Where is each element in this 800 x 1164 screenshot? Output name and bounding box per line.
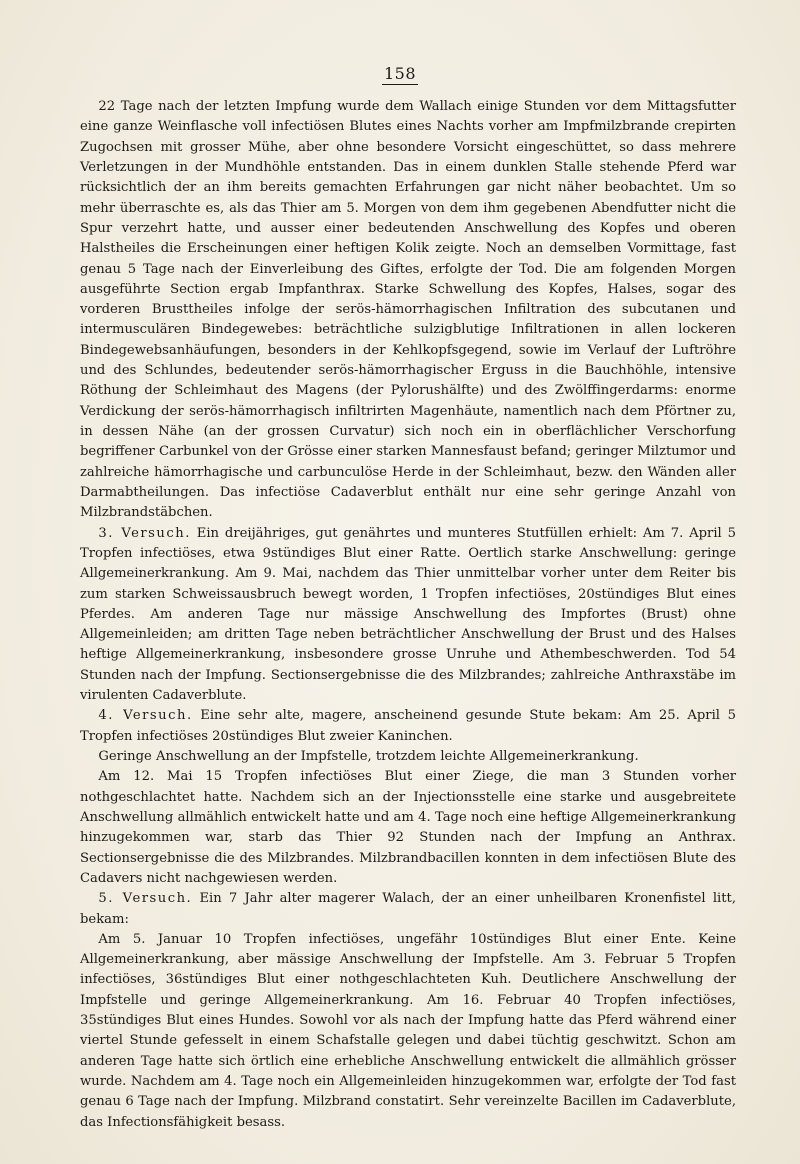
paragraph — [80, 97, 736, 524]
paragraph — [80, 706, 736, 747]
paragraph — [80, 747, 736, 767]
paragraph-text: Ein 7 Jahr alter magerer Walach, der an einer unheilbaren Kronenfistel litt, bekam: — [80, 891, 736, 927]
paragraph-text: Am 12. Mai 15 Tropfen infectiöses Blut einer Ziege, die man 3 Stunden vorher nothgeschlachtet hatte. Nachdem sich an der Injectionsstelle eine starke und ausgebreitete Anschwellung allmählich entwickelt hatte und am 4. Tage noch eine heftige Allgemeinerkrankung hinzugekommen war, starb das Thier 92 Stunden nach der Impfung an Anthrax. Sectionsergebnisse die des Milzbrandes. Milzbrandbacillen konnten in dem infectiösen Blute des Cadavers nicht nachgewiesen werden. — [80, 769, 736, 886]
paragraph-lead: 5. Versuch. — [98, 891, 193, 907]
paragraph-text: Eine sehr alte, magere, anscheinend gesunde Stute bekam: Am 25. April 5 Tropfen infectiöses 20stündiges Blut zweier Kaninchen. — [80, 708, 736, 744]
paragraph — [80, 889, 736, 930]
page-number — [0, 64, 800, 83]
paragraph — [80, 930, 736, 1133]
paragraph-text: Ein dreijähriges, gut genährtes und munteres Stutfüllen erhielt: Am 7. April 5 Tropfen infectiöses, etwa 9stündiges Blut einer Ratte. Oertlich starke Anschwellung: geringe Allgemeinerkrankung. Am 9. Mai, nachdem das Thier unmittelbar vorher unter dem Reiter bis zum starken Schweissausbruch bewegt worden, 1 Tropfen infectiöses, 20stündiges Blut eines Pferdes. Am anderen Tage nur mässige Anschwellung des Impfortes (Brust) ohne Allgemeinleiden; am dritten Tage neben beträchtlicher Anschwellung der Brust und des Halses heftige Allgemeinerkrankung, insbesondere grosse Unruhe und Athembeschwerden. Tod 54 Stunden nach der Impfung. Sectionsergebnisse die des Milzbrandes; zahlreiche Anthraxstäbe im virulenten Cadaverblute. — [80, 525, 736, 704]
paragraph-text: Am 5. Januar 10 Tropfen infectiöses, ungefähr 10stündiges Blut einer Ente. Keine Allgemeinerkrankung, aber mässige Anschwellung der Impfstelle. Am 3. Februar 5 Tropfen infectiöses, 36stündiges Blut einer nothgeschlachteten Kuh. Deutlichere Anschwellung der Impfstelle und geringe Allgemeinerkrankung. Am 16. Februar 40 Tropfen infectiöses, 35stündiges Blut eines Hundes. Sowohl vor als nach der Impfung hatte das Pferd während einer viertel Stunde gefesselt in einem Schafstalle gelegen und dabei tüchtig geschwitzt. Schon am anderen Tage hatte sich örtlich eine erhebliche Anschwellung entwickelt die allmählich grösser wurde. Nachdem am 4. Tage noch ein Allgemeinleiden hinzugekommen war, erfolgte der Tod fast genau 6 Tage nach der Impfung. Milzbrand constatirt. Sehr vereinzelte Bacillen im Cadaverblute, das Infectionsfähigkeit besass. — [80, 931, 736, 1130]
paragraph-text: Geringe Anschwellung an der Impfstelle, trotzdem leichte Allgemeinerkrankung. — [98, 749, 639, 764]
body-text — [80, 97, 736, 1133]
paragraph-text: 22 Tage nach der letzten Impfung wurde dem Wallach einige Stunden vor dem Mittagsfutter eine ganze Weinflasche voll infectiösen Blutes eines Nachts vorher am Impfmilzbrande crepirten Zugochsen mit grosser Mühe, aber ohne besondere Vorsicht eingeschüttet, so dass mehrere Verletzungen in der Mundhöhle entstanden. Das in einem dunklen Stalle stehende Pferd war rücksichtlich der an ihm bereits gemachten Erfahrungen gar nicht näher beobachtet. Um so mehr überraschte es, als das Thier am 5. Morgen von dem ihm gegebenen Abendfutter nicht die Spur verzehrt hatte, und ausser einer bedeutenden Anschwellung des Kopfes und oberen Halstheiles die Erscheinungen einer heftigen Kolik zeigte. Noch an demselben Vormittage, fast genau 5 Tage nach der Einverleibung des Giftes, erfolgte der Tod. Die am folgenden Morgen ausgeführte Section ergab Impfanthrax. Starke Schwellung des Kopfes, Halses, sogar des vorderen Brusttheiles infolge der serös-hämorrhagischen Infiltration des subcutanen und intermusculären Bindegewebes: beträchtliche sulzigblutige Infiltrationen in allen lockeren Bindegewebsanhäufungen, besonders in der Kehlkopfsgegend, sowie im Verlauf der Luftröhre und des Schlundes, bedeutender serös-hämorrhagischer Erguss in die Bauchhöhle, intensive Röthung der Schleimhaut des Magens (der Pylorushälfte) und des Zwölffingerdarms: enorme Verdickung der serös-hämorrhagisch infiltrirten Magenhäute, namentlich nach dem Pförtner zu, in dessen Nähe (an der grossen Curvatur) sich noch ein in oberflächlicher Verschorfung begriffener Carbunkel von der Grösse einer starken Mannesfaust befand; geringer Milztumor und zahlreiche hämorrhagische und carbunculöse Herde in der Schleimhaut, bezw. den Wänden aller Darmabtheilungen. Das infectiöse Cadaverblut enthält nur eine sehr geringe Anzahl von Milzbrandstäbchen. — [80, 99, 736, 521]
paragraph-lead: 4. Versuch. — [98, 708, 193, 724]
page-number-text: 158 — [383, 64, 417, 83]
paragraph — [80, 767, 736, 889]
paragraph-lead: 3. Versuch. — [98, 525, 191, 541]
paragraph — [80, 524, 736, 707]
